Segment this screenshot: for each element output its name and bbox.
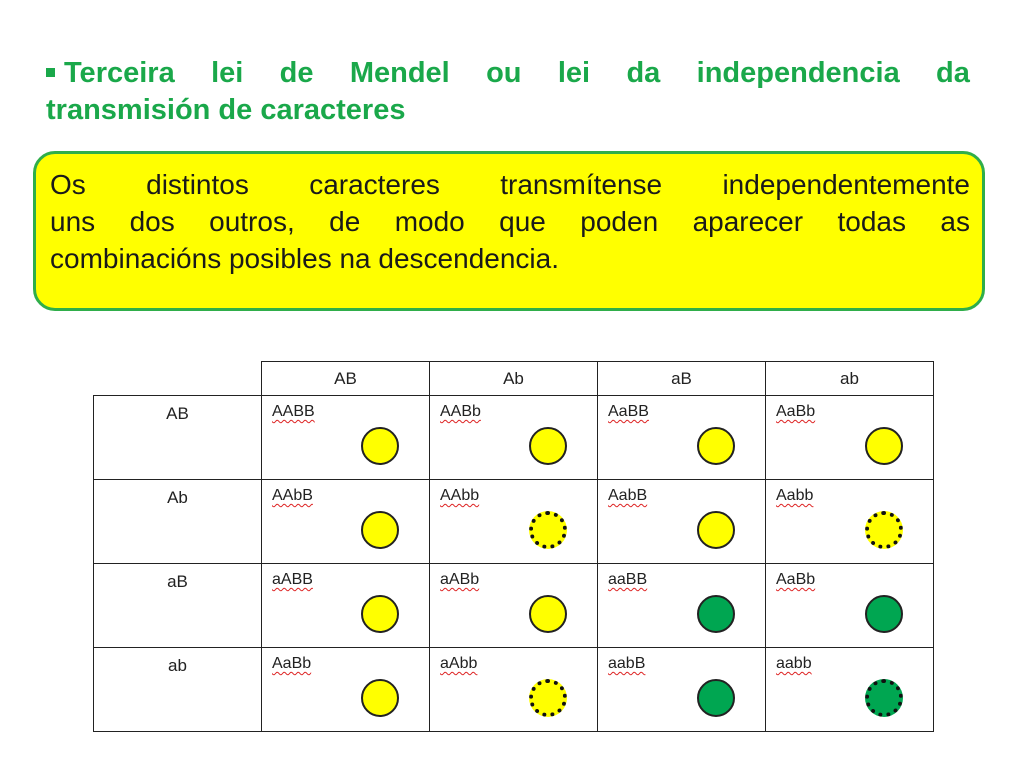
row-header [94, 648, 262, 732]
genotype-label: aaBB [608, 571, 648, 588]
punnett-cell [766, 564, 934, 648]
column-header: aB [598, 362, 766, 396]
statement-word: dos [129, 206, 175, 237]
bullet-square-icon [46, 68, 55, 77]
yellow-wrinkled-pea-icon [865, 511, 903, 549]
row-header-label: ab [168, 656, 187, 675]
slide-title [46, 55, 970, 129]
column-header: AB [262, 362, 430, 396]
green-round-pea-icon [697, 595, 735, 633]
title-word: independencia [696, 57, 900, 89]
statement-word: caracteres [309, 169, 440, 200]
yellow-round-pea-icon [361, 595, 399, 633]
punnett-cell [766, 480, 934, 564]
statement-word: transmítense [500, 169, 663, 200]
yellow-round-pea-icon [865, 427, 903, 465]
genotype-label: AabB [608, 487, 648, 504]
punnett-cell [262, 564, 430, 648]
statement-word: de [329, 206, 361, 237]
title-word: Mendel [349, 57, 450, 89]
punnett-cell [262, 480, 430, 564]
punnett-cell [598, 480, 766, 564]
statement-word: todas [837, 206, 906, 237]
genotype-label: AABb [440, 403, 481, 420]
statement-word: outros, [209, 206, 295, 237]
yellow-round-pea-icon [697, 427, 735, 465]
punnett-cell [262, 396, 430, 480]
title-word: da [626, 57, 661, 89]
green-wrinkled-pea-icon [865, 679, 903, 717]
punnett-cell [430, 480, 598, 564]
column-header: Ab [430, 362, 598, 396]
genotype-label: AaBb [776, 571, 816, 588]
statement-word: modo [394, 206, 465, 237]
statement-line [50, 203, 970, 240]
row-header [94, 564, 262, 648]
corner-cell [94, 362, 262, 396]
statement-word: poden [580, 206, 659, 237]
punnett-cell [766, 648, 934, 732]
genotype-label: AaBb [272, 655, 312, 672]
title-word: de [279, 57, 314, 89]
genotype-label: AaBB [608, 403, 649, 420]
yellow-round-pea-icon [361, 679, 399, 717]
genotype-label: aabb [776, 655, 812, 672]
title-word: ou [486, 57, 522, 89]
statement-word: aparecer [692, 206, 804, 237]
row-header-label: Ab [167, 488, 188, 507]
statement-word: uns [50, 206, 96, 237]
punnett-cell [430, 396, 598, 480]
table-row [94, 396, 934, 480]
statement-word: as [940, 206, 970, 237]
statement-box [33, 151, 985, 311]
table-row [94, 564, 934, 648]
green-round-pea-icon [865, 595, 903, 633]
title-word: lei [557, 57, 591, 89]
genotype-label: aabB [608, 655, 646, 672]
statement-line: combinacións posibles na descendencia. [50, 243, 559, 274]
yellow-round-pea-icon [529, 595, 567, 633]
yellow-round-pea-icon [697, 511, 735, 549]
yellow-wrinkled-pea-icon [529, 511, 567, 549]
punnett-cell [598, 564, 766, 648]
punnett-cell [766, 396, 934, 480]
green-round-pea-icon [697, 679, 735, 717]
genotype-label: AAbb [440, 487, 480, 504]
punnett-cell [598, 648, 766, 732]
statement-text [50, 166, 970, 277]
genotype-label: AaBb [776, 403, 816, 420]
punnett-cell [262, 648, 430, 732]
yellow-wrinkled-pea-icon [529, 679, 567, 717]
yellow-round-pea-icon [529, 427, 567, 465]
genotype-label: Aabb [776, 487, 814, 504]
title-word: lei [211, 57, 244, 89]
genotype-label: aAbb [440, 655, 478, 672]
table-row [94, 648, 934, 732]
table-row [94, 480, 934, 564]
punnett-square [93, 361, 934, 732]
title-line-1 [46, 55, 970, 92]
punnett-cell [598, 396, 766, 480]
yellow-round-pea-icon [361, 427, 399, 465]
statement-word: independentemente [722, 169, 970, 200]
row-header [94, 396, 262, 480]
row-header [94, 480, 262, 564]
statement-word: Os [50, 169, 86, 200]
title-line-2: transmisión de caracteres [46, 94, 406, 126]
statement-word: que [499, 206, 546, 237]
genotype-label: AABB [272, 403, 315, 420]
row-header-label: AB [166, 404, 189, 423]
yellow-round-pea-icon [361, 511, 399, 549]
punnett-cell [430, 648, 598, 732]
column-header: ab [766, 362, 934, 396]
statement-word: distintos [146, 169, 249, 200]
title-word: Terceira [64, 57, 175, 89]
genotype-label: AAbB [272, 487, 313, 504]
genotype-label: aABb [440, 571, 480, 588]
row-header-label: aB [167, 572, 188, 591]
statement-line [50, 166, 970, 203]
punnett-cell [430, 564, 598, 648]
title-word: da [936, 57, 970, 89]
genotype-label: aABB [272, 571, 313, 588]
